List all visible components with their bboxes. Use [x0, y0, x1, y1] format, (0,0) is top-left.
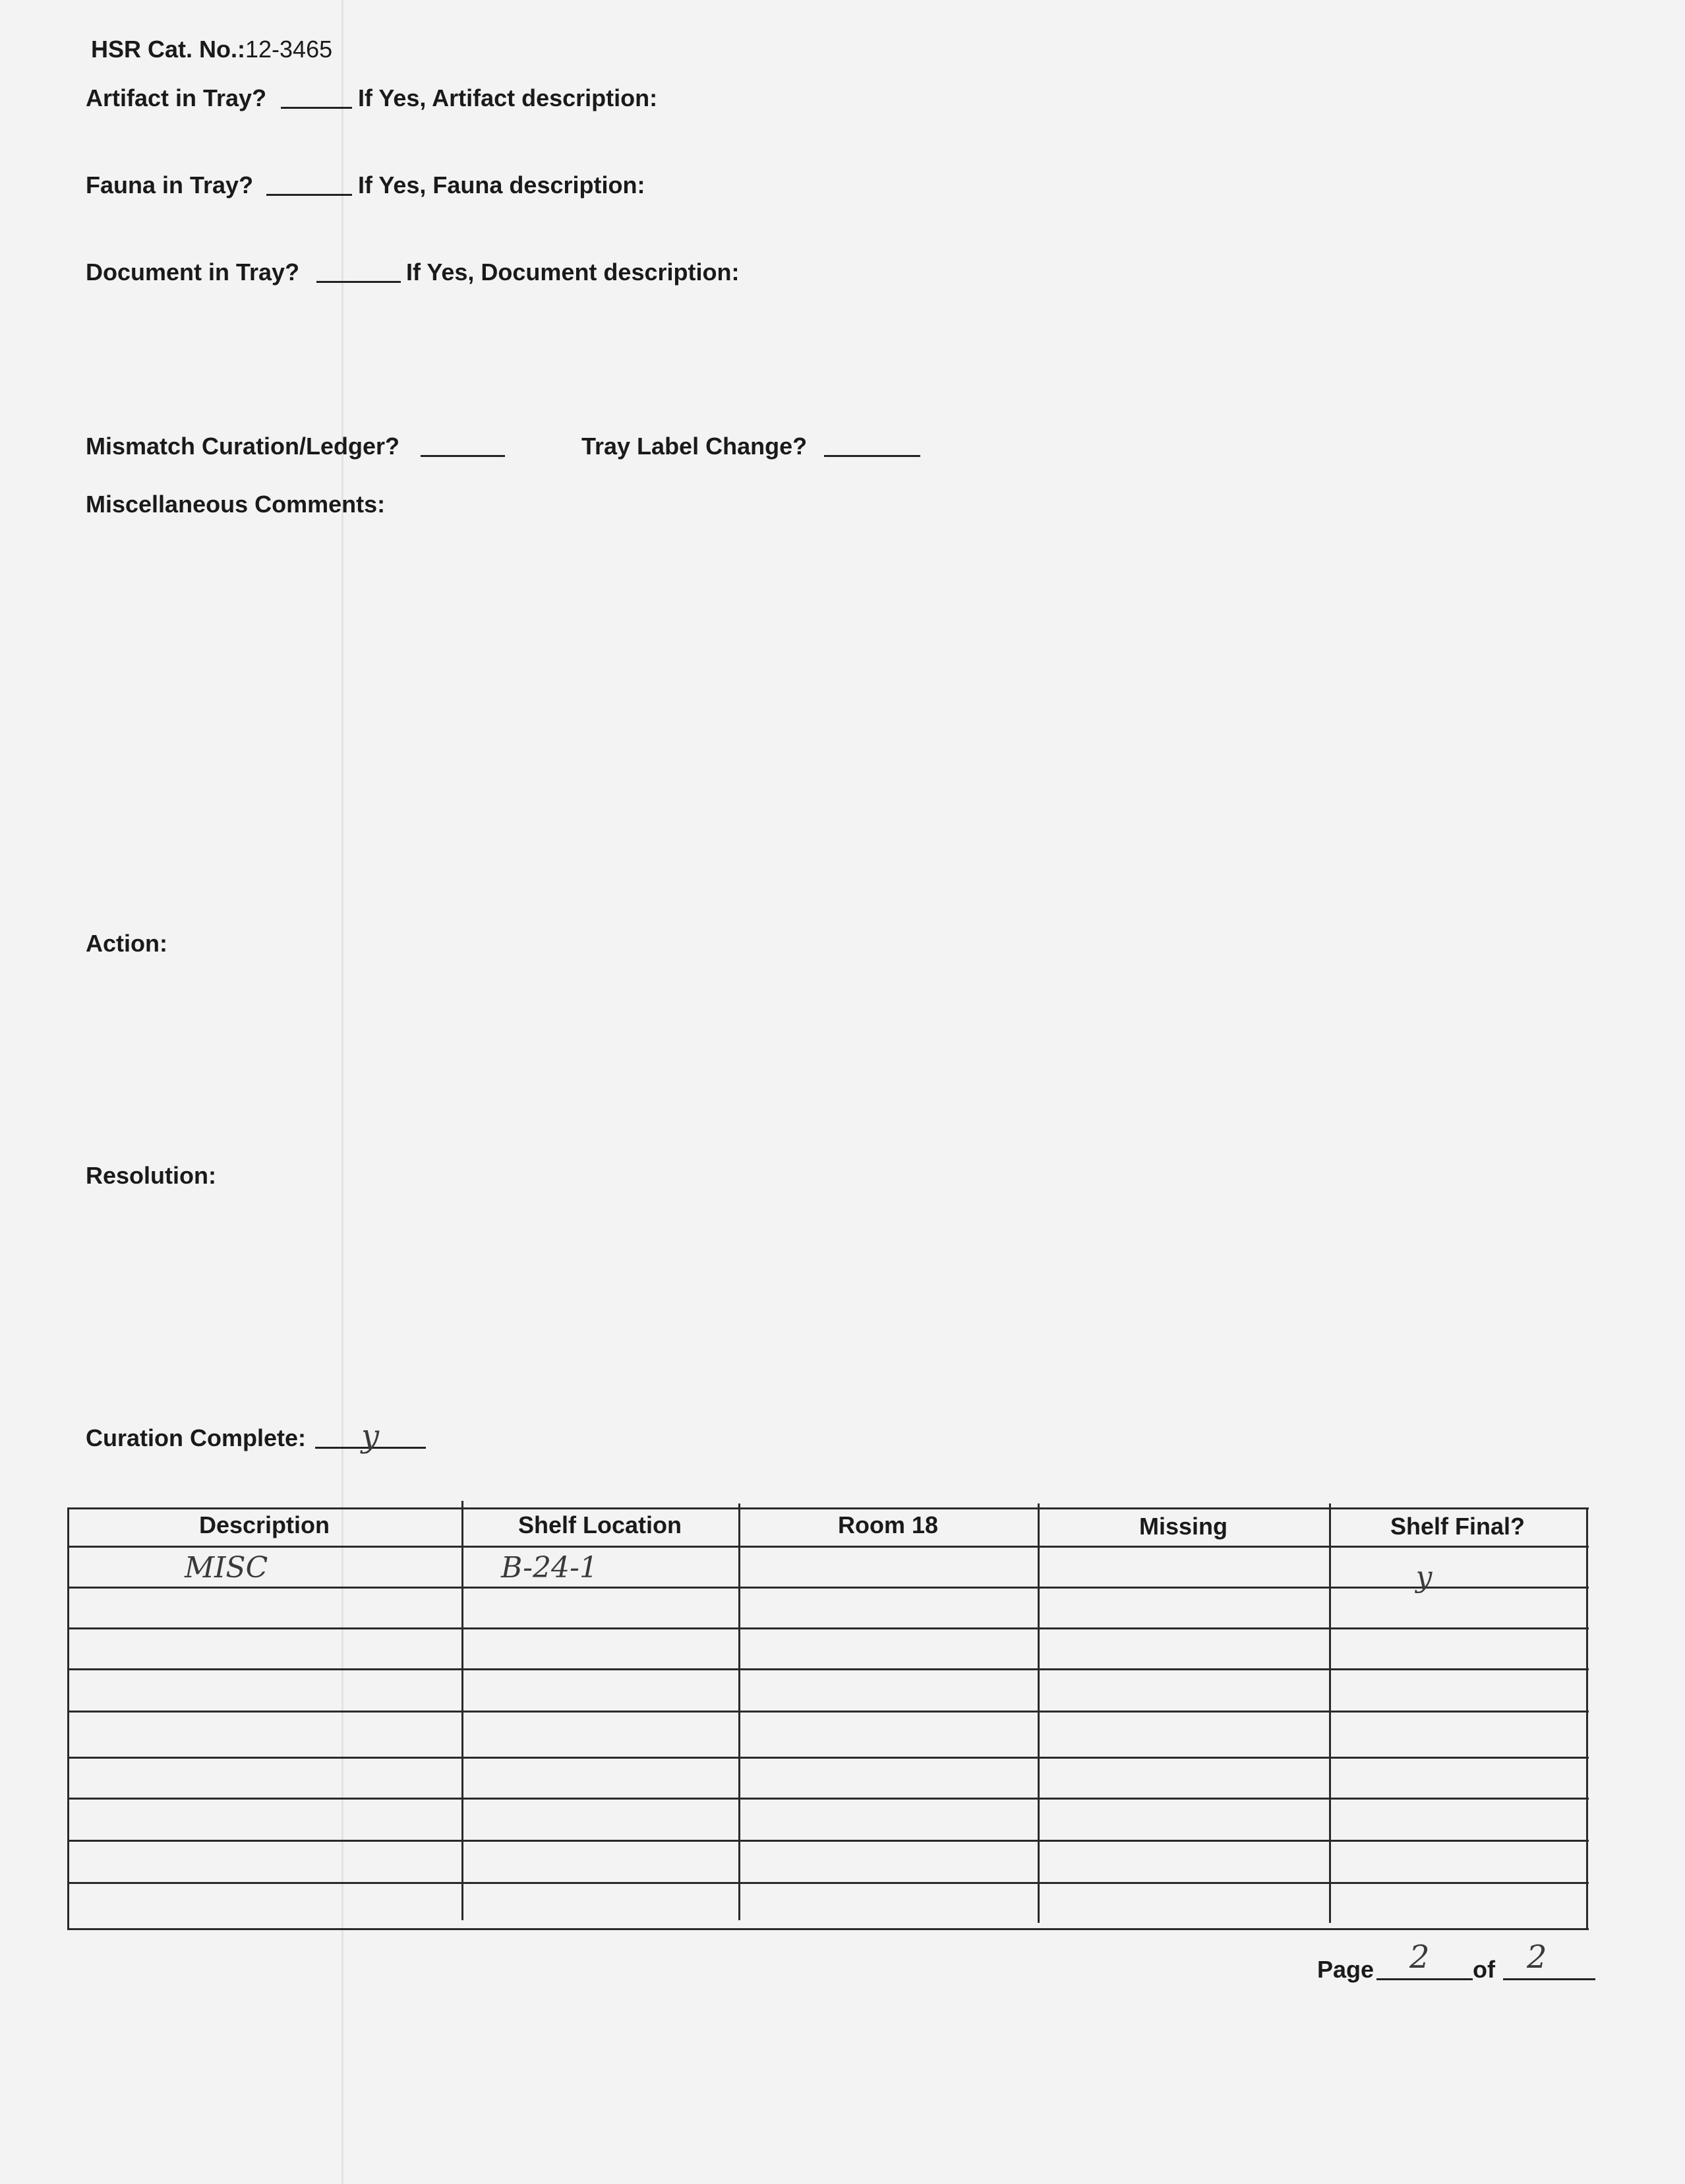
column-header-room-18: Room 18 — [837, 1511, 939, 1538]
table-border-right — [1586, 1507, 1588, 1930]
tray-label-change-blank[interactable] — [824, 455, 920, 457]
artifact-description-label: If Yes, Artifact description: — [358, 84, 658, 111]
table-row-1-shelf-location: B-24-1 — [501, 1551, 598, 1585]
column-header-description: Description — [198, 1511, 330, 1538]
page-number-handwritten: 2 — [1409, 1939, 1430, 1976]
table-column-divider — [738, 1503, 740, 1920]
fauna-answer-blank[interactable] — [266, 194, 352, 196]
table-border-bottom — [67, 1928, 1589, 1930]
table-row-divider — [67, 1668, 1589, 1670]
mismatch-answer-blank[interactable] — [421, 455, 505, 457]
catalog-number — [91, 36, 332, 63]
column-header-shelf-location: Shelf Location — [517, 1511, 682, 1538]
table-column-divider — [461, 1501, 463, 1920]
column-header-missing: Missing — [1138, 1513, 1227, 1540]
table-row-divider — [67, 1627, 1589, 1629]
column-header-shelf-final: Shelf Final? — [1390, 1513, 1525, 1540]
table-row-divider — [67, 1757, 1589, 1759]
misc-comments-label: Miscellaneous Comments: — [86, 491, 386, 518]
table-header-divider — [67, 1546, 1589, 1548]
table-row-divider — [67, 1798, 1589, 1800]
table-row-divider — [67, 1711, 1589, 1713]
catalog-number-value: 12-3465 — [245, 36, 333, 63]
artifact-answer-blank[interactable] — [281, 107, 352, 109]
table-border-top — [67, 1507, 1589, 1509]
page-label: Page — [1317, 1956, 1375, 1983]
curation-complete-handwritten: y — [361, 1418, 380, 1455]
table-border-left — [67, 1507, 69, 1930]
tray-label-change-question: Tray Label Change? — [581, 433, 808, 460]
artifact-question: Artifact in Tray? — [86, 84, 267, 111]
catalog-number-label: HSR Cat. No.: — [91, 36, 245, 63]
table-row-1-description: MISC — [185, 1551, 268, 1585]
resolution-label: Resolution: — [86, 1162, 216, 1189]
total-pages-handwritten: 2 — [1527, 1939, 1547, 1976]
table-row-divider — [67, 1587, 1589, 1589]
curation-complete-label: Curation Complete: — [86, 1424, 307, 1451]
mismatch-question: Mismatch Curation/Ledger? — [86, 433, 400, 460]
total-pages-blank[interactable] — [1503, 1978, 1595, 1980]
table-row-1-shelf-final: y — [1415, 1560, 1433, 1594]
table-column-divider — [1038, 1503, 1040, 1923]
paper-fold-line — [341, 0, 343, 2184]
document-description-label: If Yes, Document description: — [406, 258, 740, 286]
table-row-divider — [67, 1840, 1589, 1842]
page-number-blank[interactable] — [1376, 1978, 1473, 1980]
document-question: Document in Tray? — [86, 258, 300, 286]
fauna-description-label: If Yes, Fauna description: — [358, 171, 645, 198]
table-column-divider — [1329, 1503, 1331, 1923]
fauna-question: Fauna in Tray? — [86, 171, 254, 198]
of-label: of — [1473, 1956, 1495, 1983]
table-row-divider — [67, 1882, 1589, 1884]
document-answer-blank[interactable] — [316, 281, 401, 283]
action-label: Action: — [86, 930, 167, 957]
